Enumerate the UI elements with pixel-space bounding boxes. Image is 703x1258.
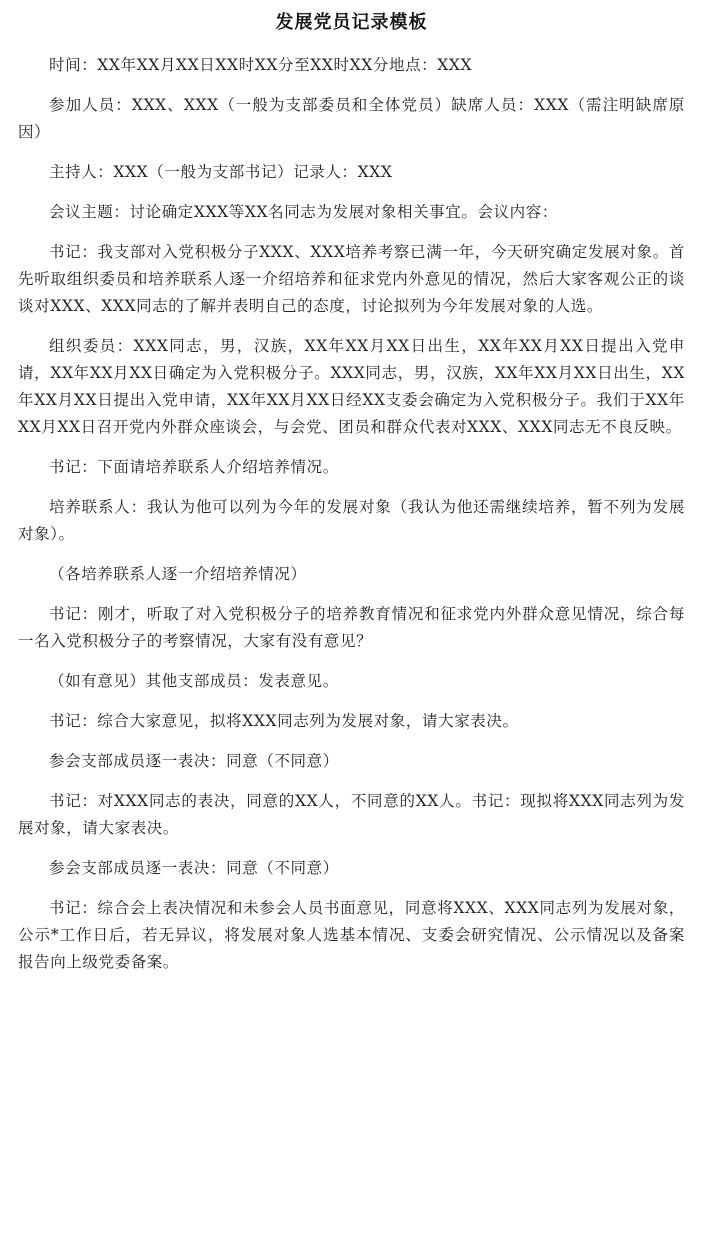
host-recorder: 主持人：XXX（一般为支部书记）记录人：XXX [49, 163, 393, 181]
meeting-time-location: 时间：XX年XX月XX日XX时XX分至XX时XX分地点：XXX [49, 56, 473, 74]
secretary-conclusion: 书记：综合会上表决情况和未参会人员书面意见，同意将XXX、XXX同志列为发展对象，公示*工作日后，若无异议，将发展对象人选基本情况、支委会研究情况、公示情况以及备案报告向上级党委备案。 [18, 899, 685, 971]
contacts-introduction-note: （各培养联系人逐一介绍培养情况） [49, 565, 307, 583]
secretary-opening: 书记：我支部对入党积极分子XXX、XXX培养考察已满一年，今天研究确定发展对象。首先听取组织委员和培养联系人逐一介绍培养和征求党内外意见的情况，然后大家客观公正的谈谈对XXX、XXX同志的了解并表明自己的态度，讨论拟列为今年发展对象的人选。 [18, 243, 685, 315]
training-contact-statement: 培养联系人：我认为他可以列为今年的发展对象（我认为他还需继续培养，暂不列为发展对象）。 [18, 498, 685, 543]
secretary-call-vote: 书记：综合大家意见，拟将XXX同志列为发展对象，请大家表决。 [49, 712, 519, 730]
organization-committee-report: 组织委员：XXX同志，男，汉族，XX年XX月XX日出生，XX年XX月XX日提出入党申请，XX年XX月XX日确定为入党积极分子。XXX同志，男，汉族，XX年XX月XX日出生，XX年XX月XX日提出入党申请，XX年XX月XX日经XX支委会确定为入党积极分子。我们于XX年XX月XX日召开党内外群众座谈会，与会党、团员和群众代表对XXX、XXX同志无不良反映。 [18, 337, 685, 436]
members-opinions: （如有意见）其他支部成员：发表意见。 [49, 672, 339, 690]
members-vote-1: 参会支部成员逐一表决：同意（不同意） [49, 752, 339, 770]
secretary-ask-opinions: 书记：刚才，听取了对入党积极分子的培养教育情况和征求党内外群众意见情况，综合每一名入党积极分子的考察情况，大家有没有意见？ [18, 605, 685, 650]
secretary-vote-result: 书记：对XXX同志的表决，同意的XX人，不同意的XX人。书记：现拟将XXX同志列为发展对象，请大家表决。 [18, 792, 685, 837]
secretary-invite-contacts: 书记：下面请培养联系人介绍培养情况。 [49, 458, 339, 476]
meeting-topic: 会议主题：讨论确定XXX等XX名同志为发展对象相关事宜。会议内容： [49, 203, 558, 221]
members-vote-2: 参会支部成员逐一表决：同意（不同意） [49, 859, 339, 877]
attendees: 参加人员：XXX、XXX（一般为支部委员和全体党员）缺席人员：XXX（需注明缺席原因） [18, 96, 685, 141]
document-title: 发展党员记录模板 [275, 12, 428, 33]
